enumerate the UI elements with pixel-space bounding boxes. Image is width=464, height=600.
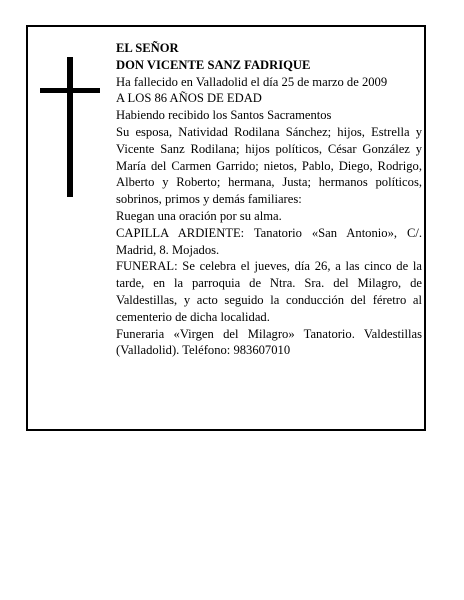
notice-title: EL SEÑOR <box>116 41 179 55</box>
sacraments-line: Habiendo recibido los Santos Sacramentos <box>116 108 332 123</box>
funeral-paragraph: FUNERAL: Se celebra el jueves, día 26, a las cinco de la tarde, en la parroquia de Ntra. Sra. del Milagro, de Valdestillas, y acto seguido la conducción del féretro al cementerio de dicha localidad. <box>116 259 422 324</box>
family-paragraph: Su esposa, Natividad Rodilana Sánchez; hijos, Estrella y Vicente Sanz Rodilana; hijos políticos, César González y María del Carmen Garrido; nietos, Pablo, Diego, Rodrigo, Alberto y Roberto; hermana, Justa; hermanos políticos, sobrinos, primos y demás familiares: <box>116 124 422 207</box>
notice-text-block <box>116 40 422 359</box>
cross-horizontal-bar <box>40 88 100 93</box>
age-line: A LOS 86 AÑOS DE EDAD <box>116 91 262 106</box>
latin-cross-icon <box>40 57 100 197</box>
obituary-notice <box>26 25 426 431</box>
death-line: Ha fallecido en Valladolid el día 25 de marzo de 2009 <box>116 74 388 89</box>
prayer-line: Ruegan una oración por su alma. <box>116 208 282 223</box>
chapel-paragraph: CAPILLA ARDIENTE: Tanatorio «San Antonio», C/. Madrid, 8. Mojados. <box>116 225 422 257</box>
funeral-home-paragraph: Funeraria «Virgen del Milagro» Tanatorio. Valdestillas (Valladolid). Teléfono: 983607010 <box>116 326 422 358</box>
cross-vertical-bar <box>67 57 73 197</box>
deceased-name: DON VICENTE SANZ FADRIQUE <box>116 57 311 72</box>
